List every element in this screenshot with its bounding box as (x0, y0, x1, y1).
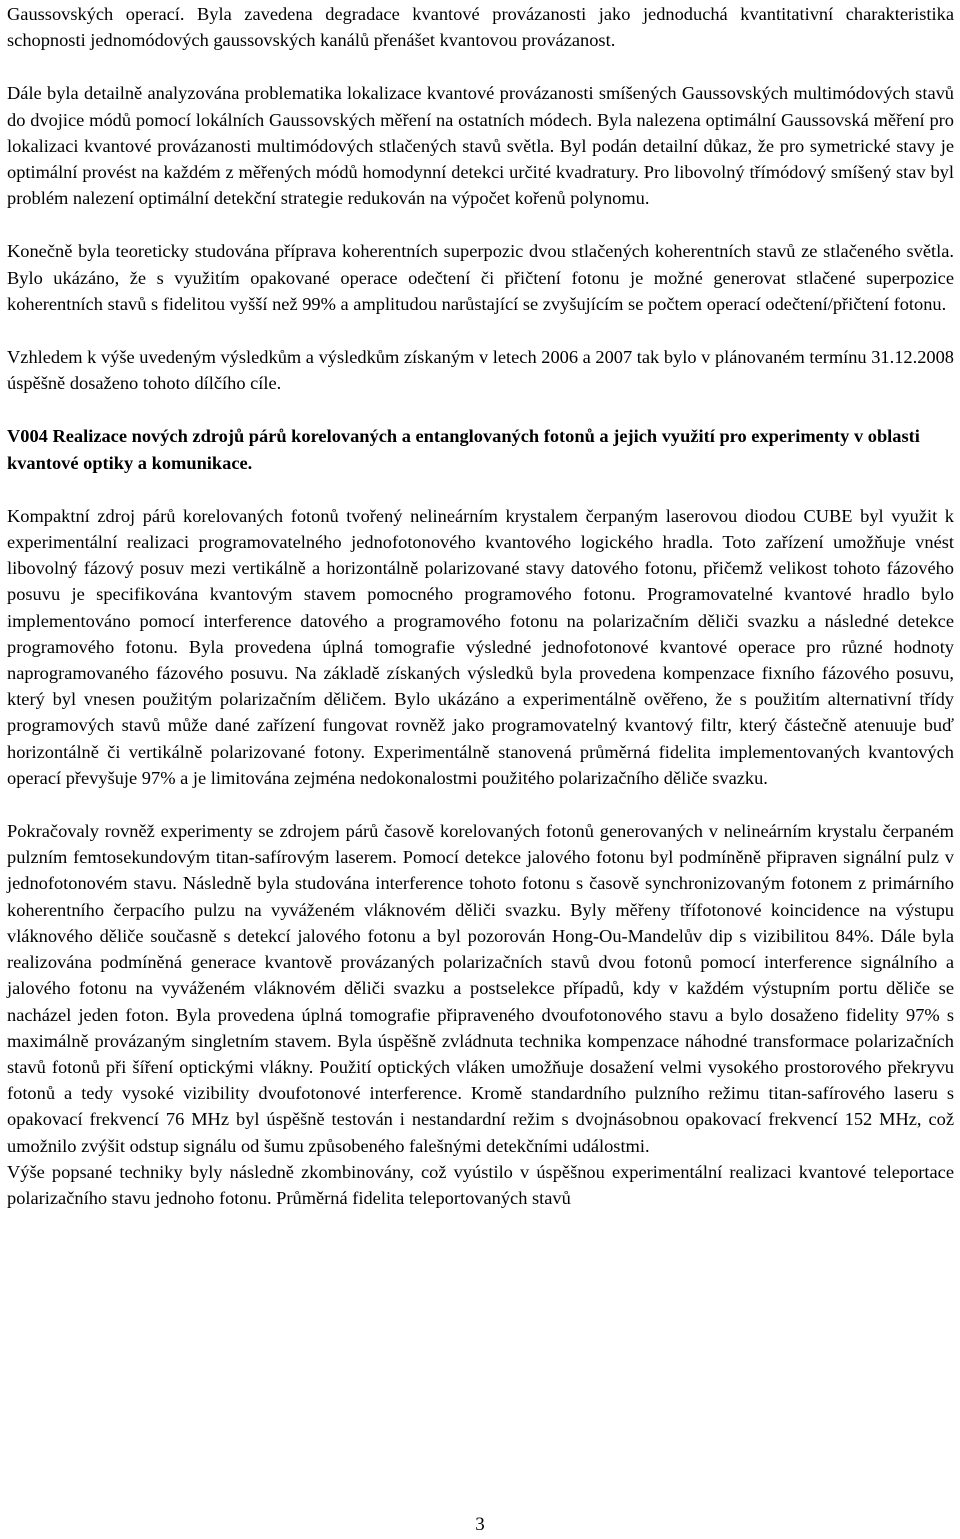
paragraph-coherent-superpositions: Konečně byla teoreticky studována příprava koherentních superpozic dvou stlačených koherentních stavů ze stlačeného světla. Bylo ukázáno, že s využitím opakované operace odečtení či přičtení fotonu je možné generovat stlačené superpozice koherentních stavů s fidelitou vyšší než 99% a amplitudou narůstající se zvyšujícím se počtem operací odečtení/přičtení fotonu. (7, 241, 954, 314)
section-heading-v004: V004 Realizace nových zdrojů párů korelovaných a entanglovaných fotonů a jejich využití pro experimenty v oblasti kvantové optiky a komunikace. (7, 426, 920, 473)
paragraph-programmable-gate: Kompaktní zdroj párů korelovaných fotonů tvořený nelineárním krystalem čerpaným laserovou diodou CUBE byl využit k experimentální realizaci programovatelného jednofotonového kvantového logického hradla. Toto zařízení umožňuje vnést libovolný fázový posuv mezi vertikálně a horizontálně polarizované stavy datového fotonu, přičemž velikost tohoto fázového posuvu je specifikována kvantovým stavem pomocného programového fotonu. Programovatelné kvantové hradlo bylo implementováno pomocí interference datového a programového fotonu na polarizačním děliči svazku a následné detekce programového fotonu. Byla provedena úplná tomografie výsledné jednofotonové kvantové operace pro různé hodnoty naprogramovaného fázového posuvu. Na základě získaných výsledků byla provedena kompenzace fixního fázového posuvu, který byl vnesen použitým polarizačním děličem. Bylo ukázáno a experimentálně ověřeno, že s použitím alternativní třídy programových stavů může dané zařízení fungovat rovněž jako programovatelný kvantový filtr, který částečně atenuuje buď horizontálně či vertikálně polarizované fotony. Experimentálně stanovená průměrná fidelita implementovaných kvantových operací převyšuje 97% a je limitována zejména nedokonalostmi použitého polarizačního děliče svazku. (7, 505, 954, 788)
paragraph-entanglement-localization: Dále byla detailně analyzována problematika lokalizace kvantové provázanosti smíšených Gaussovských multimódových stavů do dvojice módů pomocí lokálních Gaussovských měření na ostatních módech. Byla nalezena optimální Gaussovská měření pro lokalizaci kvantové provázanosti multimódových stlačených stavů světla. Byl podán detailní důkaz, že pro symetrické stavy je optimální provést na každém z měřených módů homodynní detekci určité kvadratury. Pro libovolný třímódový smíšený stav byl problém nalezení optimální detekční strategie redukován na výpočet kořenů polynomu. (7, 83, 954, 209)
paragraph-teleportation: Výše popsané techniky byly následně zkombinovány, což vyústilo v úspěšnou experimentální realizaci kvantové teleportace polarizačního stavu jednoho fotonu. Průměrná fidelita teleportovaných stavů (7, 1161, 954, 1208)
document-page (7, 0, 954, 1211)
page-number: 3 (475, 1514, 485, 1535)
paragraph-milestone-conclusion: Vzhledem k výše uvedeným výsledkům a výsledkům získaným v letech 2006 a 2007 tak bylo v plánovaném termínu 31.12.2008 úspěšně dosaženo tohoto dílčího cíle. (7, 347, 954, 394)
paragraph-photon-pair-experiments: Pokračovaly rovněž experimenty se zdrojem párů časově korelovaných fotonů generovaných v nelineárním krystalu čerpaném pulzním femtosekundovým titan-safírovým laserem. Pomocí detekce jalového fotonu byl podmíněně připraven signální pulz v jednofotonovém stavu. Následně byla studována interference tohoto fotonu s časově synchronizovaným fotonem z primárního koherentního čerpacího pulzu na vyváženém vláknovém děliči svazku. Byly měřeny třífotonové koincidence na výstupu vláknového děliče současně s detekcí jalového fotonu a byl pozorován Hong-Ou-Mandelův dip s vizibilitou 84%. Dále byla realizována podmíněná generace kvantově provázaných polarizačních stavů dvou fotonů pomocí interference signálního a jalového fotonu na vyváženém vláknovém děliči svazku a postselekce případů, kdy v každém výstupním portu děliče se nacházel jeden foton. Byla provedena úplná tomografie připraveného dvoufotonového stavu a bylo dosaženo fidelity 97% s maximálně provázaným singletním stavem. Byla úspěšně zvládnuta technika kompenzace náhodné transformace polarizačních stavů fotonů při šíření optickými vlákny. Použití optických vláken umožňuje dosažení velmi vysokého prostorového překryvu fotonů a tedy vysoké vizibility dvoufotonové interference. Kromě standardního pulzního režimu titan-safírového laseru s opakovací frekvencí 76 MHz byl úspěšně testován i nestandardní režim s dvojnásobnou opakovací frekvencí 152 MHz, což umožnilo zvýšit odstup signálu od šumu způsobeného falešnými detekčními událostmi. (7, 821, 954, 1156)
paragraph-gaussian-operations: Gaussovských operací. Byla zavedena degradace kvantové provázanosti jako jednoduchá kvantitativní charakteristika schopnosti jednomódových gaussovských kanálů přenášet kvantovou provázanost. (7, 4, 954, 51)
